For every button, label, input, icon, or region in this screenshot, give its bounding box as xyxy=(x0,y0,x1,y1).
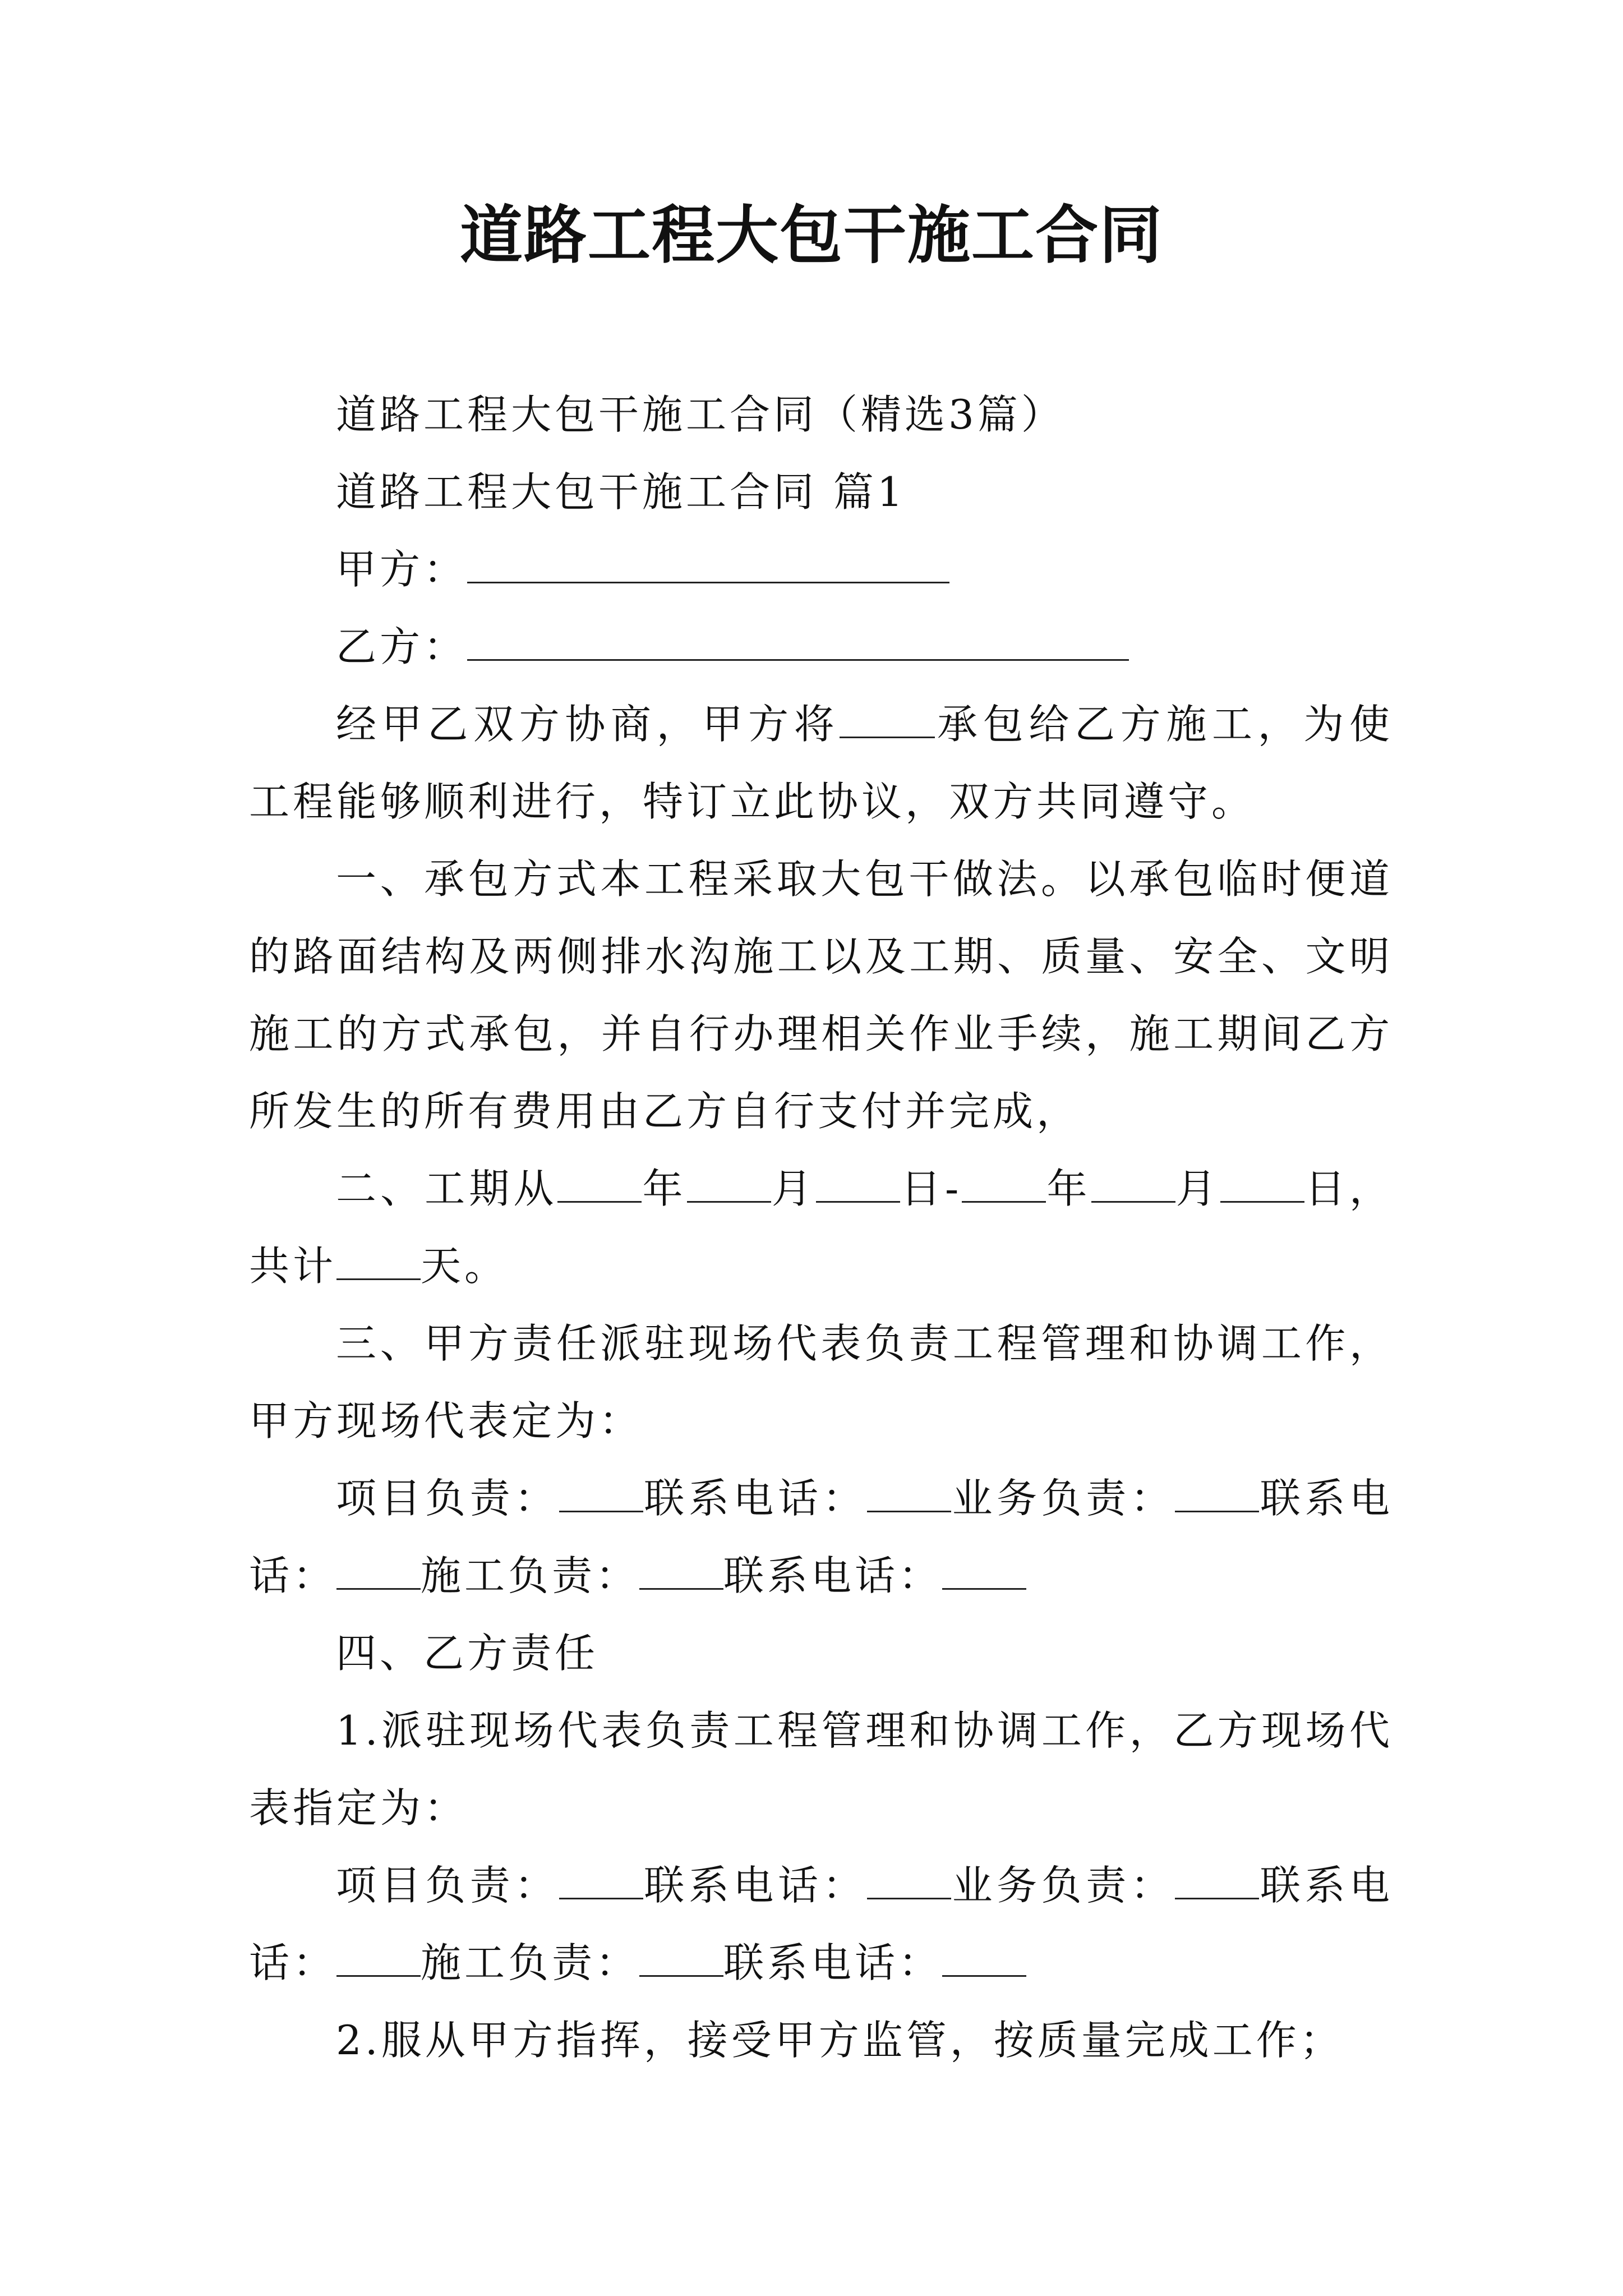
construction-lead-label: 施工负责： xyxy=(421,1552,640,1599)
paragraph-party-a-contacts xyxy=(249,1460,1393,1614)
party-a-blank xyxy=(467,548,949,583)
year-label: 年 xyxy=(1046,1165,1091,1212)
paragraph-party-b xyxy=(249,608,1393,685)
phone-label: 联系电话： xyxy=(723,1939,943,1986)
construction-lead-blank xyxy=(639,1941,723,1977)
end-month-blank xyxy=(1091,1167,1175,1203)
day-dash-label: 日- xyxy=(900,1165,962,1212)
paragraph-clause-4: 四、乙方责任 xyxy=(336,1630,599,1677)
construction-lead-blank xyxy=(639,1554,723,1590)
paragraph-clause-2 xyxy=(249,1150,1393,1305)
phone-label: 联系电话： xyxy=(249,1862,1393,1986)
agreement-text-a: 经甲乙双方协商，甲方将 xyxy=(336,701,840,748)
business-lead-blank xyxy=(1175,1864,1259,1899)
project-name-blank xyxy=(840,703,935,738)
month-label: 月 xyxy=(1175,1165,1220,1212)
start-month-blank xyxy=(687,1167,771,1203)
party-b-blank xyxy=(467,625,1129,661)
phone-label: 联系电话： xyxy=(249,1475,1393,1599)
phone-blank xyxy=(942,1941,1026,1977)
phone-blank xyxy=(336,1554,421,1590)
total-days-blank xyxy=(336,1245,421,1280)
paragraph-agreement xyxy=(249,685,1393,840)
clause-2-text: 二、工期从 xyxy=(336,1165,558,1212)
year-label: 年 xyxy=(642,1165,687,1212)
paragraph-clause-1: 一、承包方式本工程采取大包干做法。以承包临时便道的路面结构及两侧排水沟施工以及工期、质量、安全、文明施工的方式承包，并自行办理相关作业手续，施工期间乙方所发生的所有费用由乙方自行支付并完成， xyxy=(249,855,1393,1135)
party-a-label: 甲方： xyxy=(336,546,468,593)
end-year-blank xyxy=(962,1167,1046,1203)
total-label: 日，共计 xyxy=(249,1165,1393,1290)
phone-blank xyxy=(867,1864,951,1899)
start-day-blank xyxy=(816,1167,900,1203)
project-lead-label: 项目负责： xyxy=(336,1475,559,1522)
business-lead-label: 业务负责： xyxy=(951,1475,1175,1522)
paragraph-party-b-contacts xyxy=(249,1847,1393,2001)
start-year-blank xyxy=(557,1167,642,1203)
phone-label: 联系电话： xyxy=(723,1552,943,1599)
document-title: 道路工程大包干施工合同 xyxy=(460,199,1163,272)
document-body xyxy=(249,376,1393,2079)
phone-label: 联系电话： xyxy=(643,1475,868,1522)
business-lead-blank xyxy=(1175,1477,1259,1512)
agreement-text-b: 承包给乙方施工，为使工程能够顺利进行，特订立此协议，双方共同遵守。 xyxy=(249,701,1393,825)
project-lead-blank xyxy=(559,1477,643,1512)
paragraph-section-title: 道路工程大包干施工合同 篇1 xyxy=(336,468,906,516)
paragraph-clause-3: 三、甲方责任派驻现场代表负责工程管理和协调工作，甲方现场代表定为： xyxy=(249,1320,1393,1444)
phone-blank xyxy=(867,1477,951,1512)
paragraph-clause-4-1: 1.派驻现场代表负责工程管理和协调工作，乙方现场代表指定为： xyxy=(249,1707,1393,1832)
paragraph-clause-4-2: 2.服从甲方指挥，接受甲方监管，按质量完成工作； xyxy=(336,2017,1344,2064)
days-label: 天。 xyxy=(421,1243,509,1290)
end-day-blank xyxy=(1220,1167,1304,1203)
phone-blank xyxy=(942,1554,1026,1590)
party-b-label: 乙方： xyxy=(336,623,468,670)
business-lead-label: 业务负责： xyxy=(951,1862,1175,1909)
phone-label: 联系电话： xyxy=(643,1862,868,1909)
project-lead-blank xyxy=(559,1864,643,1899)
construction-lead-label: 施工负责： xyxy=(421,1939,640,1986)
paragraph-party-a xyxy=(249,531,1393,608)
phone-blank xyxy=(336,1941,421,1977)
month-label: 月 xyxy=(771,1165,816,1212)
project-lead-label: 项目负责： xyxy=(336,1862,559,1909)
paragraph-collection-title: 道路工程大包干施工合同（精选3篇） xyxy=(336,391,1065,438)
